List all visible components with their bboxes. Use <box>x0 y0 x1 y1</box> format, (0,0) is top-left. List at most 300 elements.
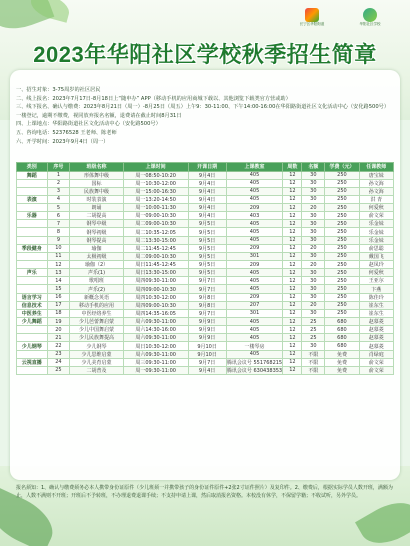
course-table-header <box>17 163 394 172</box>
info-line: 一、招生对象：3-75周岁的社区居民 <box>16 87 101 93</box>
table-cell: 孙文海 <box>359 187 393 195</box>
table-cell: 20 <box>47 326 70 334</box>
table-cell: 12 <box>283 326 302 334</box>
info-line: 六、开学时间：2023年9月4日（周一） <box>16 138 109 145</box>
table-row <box>17 326 394 334</box>
table-row <box>17 269 394 277</box>
course-table-body <box>17 171 394 375</box>
table-cell: 赵慕菱 <box>359 342 393 350</box>
table-cell: 周二13:30-15:00 <box>123 236 188 244</box>
table-row <box>17 195 394 203</box>
table-cell: 王亚尔 <box>359 277 393 285</box>
category-cell <box>17 220 48 228</box>
category-cell <box>17 285 48 293</box>
table-cell: 30 <box>302 212 325 220</box>
table-cell: 9月7日 <box>188 309 226 317</box>
table-cell: 405 <box>226 269 283 277</box>
category-cell: 舞蹈 <box>17 171 48 179</box>
table-cell: 30 <box>302 309 325 317</box>
table-cell: 23 <box>47 350 70 358</box>
table-cell: 30 <box>302 293 325 301</box>
column-header: 开课日期 <box>188 163 226 172</box>
table-cell: 30 <box>302 179 325 187</box>
category-cell <box>17 334 48 342</box>
table-cell: 10 <box>47 244 70 252</box>
table-cell: 周一10:00-11:30 <box>123 204 188 212</box>
table-cell: 18 <box>47 309 70 317</box>
table-cell: 周一13:20-14:50 <box>123 195 188 203</box>
table-cell: 周四09:00-10:30 <box>123 301 188 309</box>
table-row <box>17 261 394 269</box>
table-cell: 1 <box>47 171 70 179</box>
table-cell: 声乐(1) <box>70 269 123 277</box>
table-cell: 乐金妹 <box>359 228 393 236</box>
table-cell: 9月10日 <box>188 350 226 358</box>
table-cell: 周四14:35-16:05 <box>123 309 188 317</box>
table-cell: 12 <box>283 228 302 236</box>
table-row <box>17 220 394 228</box>
table-row <box>17 236 394 244</box>
category-cell <box>17 261 48 269</box>
table-cell: 9月9日 <box>188 334 226 342</box>
table-cell: 9月4日 <box>188 212 226 220</box>
table-cell: 9月5日 <box>188 261 226 269</box>
table-row <box>17 204 394 212</box>
table-cell: 俞文荣 <box>359 212 393 220</box>
column-header: 类别 <box>17 163 48 172</box>
table-cell: 405 <box>226 179 283 187</box>
table-cell: 歌唱班 <box>70 277 123 285</box>
category-cell: 季段健身 <box>17 244 48 252</box>
table-cell: 9月8日 <box>188 301 226 309</box>
column-header: 学费（元） <box>325 163 359 172</box>
category-cell <box>17 236 48 244</box>
category-cell <box>17 187 48 195</box>
table-cell: 405 <box>226 350 283 358</box>
table-cell: 少儿思维启蒙 <box>70 350 123 358</box>
table-cell: 14 <box>47 277 70 285</box>
table-cell: 孙文海 <box>359 179 393 187</box>
table-cell: 3 <box>47 187 70 195</box>
table-cell: 250 <box>325 277 359 285</box>
table-cell: 新概念英语 <box>70 293 123 301</box>
table-cell: 9月7日 <box>188 358 226 366</box>
table-cell: 30 <box>302 171 325 179</box>
table-cell: 20 <box>302 204 325 212</box>
table-cell: 周六09:30-11:00 <box>123 318 188 326</box>
table-cell: 12 <box>283 212 302 220</box>
table-cell: 6 <box>47 212 70 220</box>
table-cell: 250 <box>325 252 359 260</box>
school-logo <box>286 8 338 27</box>
table-cell: 声乐(2) <box>70 285 123 293</box>
table-cell: 250 <box>325 285 359 293</box>
table-cell: 9月10日 <box>188 342 226 350</box>
table-cell: 免费 <box>325 358 359 366</box>
column-header: 周数 <box>283 163 302 172</box>
notes-text: 报名须知：1、确认与缴费须务必本人携带身份证原件（少儿班须一并携带孩子的身份证件原件+2张2寸证件照片）及复印件。2、缴费后，根据实际学员人数开班，满额为止，人数不满则不开班；开班后不予转班，不办理退费退课手续；不支持申请上课，然后取消报名资格。本校没有休学，不保留学籍；不收试听，另外学员。 <box>16 485 393 500</box>
table-cell: 7 <box>47 220 70 228</box>
table-cell: 30 <box>302 195 325 203</box>
table-cell: 9月4日 <box>188 171 226 179</box>
table-cell: 民族舞中级 <box>70 187 123 195</box>
table-cell: 9 <box>47 236 70 244</box>
table-cell: 405 <box>226 171 283 179</box>
table-cell: 乐金妹 <box>359 220 393 228</box>
table-cell: 209 <box>226 293 283 301</box>
table-cell: 中医经络养生 <box>70 309 123 317</box>
table-cell: 250 <box>325 171 359 179</box>
table-cell: 680 <box>325 342 359 350</box>
column-header: 任课教师 <box>359 163 393 172</box>
table-cell: 20 <box>302 261 325 269</box>
category-cell: 信息技术 <box>17 301 48 309</box>
table-cell: 12 <box>283 301 302 309</box>
table-cell: 崔东生 <box>359 309 393 317</box>
table-cell: 680 <box>325 334 359 342</box>
table-cell: 不限 <box>302 350 325 358</box>
table-cell: 9月5日 <box>188 244 226 252</box>
table-cell: 250 <box>325 220 359 228</box>
table-cell: 9月4日 <box>188 204 226 212</box>
table-cell: 周日13:30-15:00 <box>123 269 188 277</box>
table-cell: 250 <box>325 195 359 203</box>
column-header: 上课教室 <box>226 163 283 172</box>
table-cell: 405 <box>226 326 283 334</box>
table-cell: 周六09:30-11:00 <box>123 334 188 342</box>
table-cell: 405 <box>226 187 283 195</box>
table-cell: 30 <box>302 342 325 350</box>
table-row <box>17 171 394 179</box>
table-row <box>17 318 394 326</box>
community-logo <box>344 8 396 27</box>
table-cell: 12 <box>283 318 302 326</box>
table-cell: 209 <box>226 204 283 212</box>
table-row <box>17 244 394 252</box>
table-cell: 680 <box>325 326 359 334</box>
category-cell: 声乐 <box>17 269 48 277</box>
table-cell: 12 <box>283 350 302 358</box>
table-cell: 周一09:00-10:30 <box>123 212 188 220</box>
info-line: 四、上课地点：华阳路街道社区文化活动中心（安化路500号） <box>16 121 161 128</box>
category-cell: 少儿舞蹈 <box>17 318 48 326</box>
table-cell: 9月9日 <box>188 326 226 334</box>
table-cell: 陈佳玲 <box>359 293 393 301</box>
table-cell: 周二09:00-10:30 <box>123 220 188 228</box>
table-cell: 周二09:00-10:30 <box>123 252 188 260</box>
table-cell: 20 <box>302 301 325 309</box>
table-cell: 周四09:30-11:00 <box>123 277 188 285</box>
table-cell: 周六09:30-11:00 <box>123 350 188 358</box>
table-cell: 俞文荣 <box>359 366 393 374</box>
table-cell: 250 <box>325 293 359 301</box>
category-cell <box>17 277 48 285</box>
table-cell: 12 <box>283 252 302 260</box>
table-cell: 30 <box>302 277 325 285</box>
category-cell: 表演 <box>17 195 48 203</box>
table-cell: 30 <box>302 236 325 244</box>
table-cell: 瑜伽 <box>70 244 123 252</box>
table-cell: 405 <box>226 195 283 203</box>
table-cell: 8 <box>47 228 70 236</box>
table-cell: 12 <box>283 171 302 179</box>
table-cell: 12 <box>283 220 302 228</box>
table-cell: 朗诵 <box>70 204 123 212</box>
category-cell <box>17 228 48 236</box>
table-cell: 405 <box>226 220 283 228</box>
table-cell: 12 <box>283 236 302 244</box>
table-cell: 钢琴中级 <box>70 220 123 228</box>
table-cell: 405 <box>226 228 283 236</box>
table-cell: 11 <box>47 252 70 260</box>
table-cell: 12 <box>283 187 302 195</box>
table-cell: 301 <box>226 252 283 260</box>
table-cell: 戴国飞 <box>359 252 393 260</box>
table-cell: 301 <box>226 309 283 317</box>
table-cell: 赵凤玲 <box>359 261 393 269</box>
table-cell: 免费 <box>325 366 359 374</box>
table-cell: 405 <box>226 334 283 342</box>
table-cell: 12 <box>283 285 302 293</box>
table-cell: 250 <box>325 187 359 195</box>
column-header: 上课时间 <box>123 163 188 172</box>
table-row <box>17 179 394 187</box>
table-cell: 不限 <box>302 366 325 374</box>
table-cell: 30 <box>302 269 325 277</box>
table-cell: 9月7日 <box>188 277 226 285</box>
table-cell: 9月5日 <box>188 252 226 260</box>
table-cell: 周一15:00-16:30 <box>123 187 188 195</box>
table-cell: 405 <box>226 277 283 285</box>
table-cell: 22 <box>47 342 70 350</box>
table-cell: 250 <box>325 236 359 244</box>
table-cell: 5 <box>47 204 70 212</box>
table-cell: 250 <box>325 261 359 269</box>
table-cell: 腾讯会议号 630438353 <box>226 367 283 374</box>
table-cell: 周二11:45-12:45 <box>123 244 188 252</box>
table-cell: 20 <box>302 244 325 252</box>
table-cell: 二胡提高 <box>70 212 123 220</box>
logo-group <box>286 8 396 27</box>
table-cell: 30 <box>302 252 325 260</box>
table-cell: 崔东生 <box>359 301 393 309</box>
table-cell: 9月5日 <box>188 236 226 244</box>
table-cell: 少儿美育启蒙 <box>70 358 123 366</box>
table-row <box>17 285 394 293</box>
category-cell: 乐器 <box>17 212 48 220</box>
table-cell: 时装表演 <box>70 195 123 203</box>
table-cell: 周一08:50-10:20 <box>123 171 188 179</box>
column-header: 名额 <box>302 163 325 172</box>
table-cell: 12 <box>283 179 302 187</box>
table-cell: 250 <box>325 212 359 220</box>
table-cell: 12 <box>283 261 302 269</box>
table-cell: 12 <box>283 204 302 212</box>
table-cell: 唐宝妹 <box>359 171 393 179</box>
table-row <box>17 342 394 350</box>
table-cell: 30 <box>302 228 325 236</box>
table-cell: 9月7日 <box>188 285 226 293</box>
table-row <box>17 301 394 309</box>
table-row <box>17 350 394 358</box>
table-row <box>17 187 394 195</box>
table-cell: 24 <box>47 358 70 366</box>
table-cell: 国标 <box>70 179 123 187</box>
school-logo-label: 长宁区华阳街道 <box>299 22 325 26</box>
table-cell: 25 <box>302 318 325 326</box>
category-cell <box>17 204 48 212</box>
table-cell: 洪 青 <box>359 195 393 203</box>
table-cell: 13 <box>47 269 70 277</box>
table-cell: 太极初级 <box>70 252 123 260</box>
table-cell: 9月4日 <box>188 195 226 203</box>
table-cell: 9月8日 <box>188 293 226 301</box>
table-cell: 4 <box>47 195 70 203</box>
table-cell: 250 <box>325 179 359 187</box>
table-cell: 12 <box>47 261 70 269</box>
table-cell: 9月4日 <box>188 366 226 374</box>
table-cell: 赵慕菱 <box>359 334 393 342</box>
table-cell: 12 <box>283 342 302 350</box>
table-cell: 209 <box>226 261 283 269</box>
table-cell: 405 <box>226 285 283 293</box>
table-cell: 250 <box>325 309 359 317</box>
table-cell: 16 <box>47 293 70 301</box>
table-cell: 250 <box>325 244 359 252</box>
table-row <box>17 334 394 342</box>
table-cell: 209 <box>226 244 283 252</box>
community-logo-icon <box>363 8 377 22</box>
table-cell: 何爱秋 <box>359 269 393 277</box>
info-section <box>16 86 394 146</box>
page-title: 2023年华阳社区学校秋季招生简章 <box>33 42 377 67</box>
table-cell: 19 <box>47 318 70 326</box>
table-cell: 21 <box>47 334 70 342</box>
table-row <box>17 309 394 317</box>
table-cell: 瑜伽（2） <box>70 261 123 269</box>
table-cell: 12 <box>283 293 302 301</box>
table-cell: 207 <box>226 301 283 309</box>
school-logo-icon <box>305 8 319 22</box>
table-cell: 405 <box>226 318 283 326</box>
table-cell: 25 <box>302 326 325 334</box>
table-cell: 250 <box>325 204 359 212</box>
table-cell: 周四09:00-10:30 <box>123 285 188 293</box>
info-line: 二、线上报名：2023年7月17日-8月18日上“随申办” APP（移动手机的应用商城下载以、其他浏览下载类官方营或助） <box>16 95 291 102</box>
category-cell: 语言学习 <box>17 293 48 301</box>
table-cell: 9月4日 <box>188 187 226 195</box>
table-cell: 12 <box>283 309 302 317</box>
table-cell: 250 <box>325 269 359 277</box>
table-cell: 周六14:30-16:00 <box>123 326 188 334</box>
table-cell: 25 <box>302 334 325 342</box>
table-cell: 12 <box>283 269 302 277</box>
info-line: 三、线下报名、确认与缴费：2023年8月21日（周一）-8月25日（周五）上午9：30-11:00、下午14:00-16:00在华阳路街道社区文化活动中心（安化路500号）一楼登记，逾期不缴费，视同放弃报名名额，退费请在截止时间8月31日 <box>16 104 390 119</box>
category-cell <box>17 326 48 334</box>
table-row <box>17 293 394 301</box>
table-row <box>17 277 394 285</box>
table-cell: 9月9日 <box>188 318 226 326</box>
table-cell: 周一10:30-12:00 <box>123 179 188 187</box>
table-cell: 腾讯会议号 551768215 <box>226 359 283 366</box>
table-cell: 乐金妹 <box>359 236 393 244</box>
table-cell: 钢琴提高 <box>70 236 123 244</box>
table-row <box>17 212 394 220</box>
table-cell: 403 <box>226 212 283 220</box>
table-cell: 免费 <box>325 350 359 358</box>
table-cell: 405 <box>226 236 283 244</box>
category-cell <box>17 366 48 374</box>
table-cell: 9月5日 <box>188 269 226 277</box>
table-cell: 30 <box>302 220 325 228</box>
table-cell: 250 <box>325 228 359 236</box>
table-cell: 少儿芭蕾舞启蒙 <box>70 318 123 326</box>
category-cell: 少儿钢琴 <box>17 342 48 350</box>
table-cell: 12 <box>283 277 302 285</box>
table-cell: 周日11:45-12:45 <box>123 261 188 269</box>
table-cell: 周二10:35-12:05 <box>123 228 188 236</box>
table-cell: 卞燕 <box>359 285 393 293</box>
table-cell: 肖绿庭 <box>359 350 393 358</box>
table-cell: 30 <box>302 187 325 195</box>
table-cell: 9月4日 <box>188 179 226 187</box>
column-header: 班级名称 <box>70 163 123 172</box>
table-cell: 680 <box>325 318 359 326</box>
table-cell: 9月5日 <box>188 220 226 228</box>
table-cell: 250 <box>325 301 359 309</box>
header-row <box>17 163 394 172</box>
table-cell: 俞思聪 <box>359 244 393 252</box>
table-cell: 30 <box>302 285 325 293</box>
table-cell: 钢琴初级 <box>70 228 123 236</box>
table-cell: 形体舞中级 <box>70 171 123 179</box>
table-cell: 一楼琴房 <box>226 342 283 350</box>
category-cell: 云视直播 <box>17 358 48 366</box>
table-cell: 周三09:30-11:00 <box>123 358 188 366</box>
table-cell: 周日10:30-12:00 <box>123 342 188 350</box>
table-cell: 9月5日 <box>188 228 226 236</box>
table-row <box>17 366 394 374</box>
category-cell <box>17 179 48 187</box>
table-cell: 俞文荣 <box>359 358 393 366</box>
table-cell: 少儿钢琴 <box>70 342 123 350</box>
table-cell: 移动手机的应用 <box>70 301 123 309</box>
table-cell: 赵慕菱 <box>359 326 393 334</box>
table-cell: 12 <box>283 334 302 342</box>
table-cell: 少儿民族舞提高 <box>70 334 123 342</box>
table-cell: 何爱秋 <box>359 204 393 212</box>
table-row <box>17 252 394 260</box>
community-logo-label: 华阳社区学校 <box>359 22 381 26</box>
table-cell: 周四10:30-12:00 <box>123 293 188 301</box>
table-cell: 二胡普及 <box>70 366 123 374</box>
table-cell: 12 <box>283 244 302 252</box>
table-cell: 12 <box>283 358 302 366</box>
category-cell <box>17 350 48 358</box>
column-header: 序号 <box>47 163 70 172</box>
notes-section <box>16 484 394 500</box>
table-cell: 15 <box>47 285 70 293</box>
table-row <box>17 228 394 236</box>
table-cell: 少儿中国舞启蒙 <box>70 326 123 334</box>
table-cell: 17 <box>47 301 70 309</box>
table-cell: 25 <box>47 366 70 374</box>
category-cell <box>17 252 48 260</box>
table-cell: 12 <box>283 366 302 374</box>
info-line: 五、咨询电话：52376528 王老师、陈老师 <box>16 129 117 136</box>
table-row <box>17 358 394 366</box>
table-cell: 周一09:30-11:00 <box>123 366 188 374</box>
